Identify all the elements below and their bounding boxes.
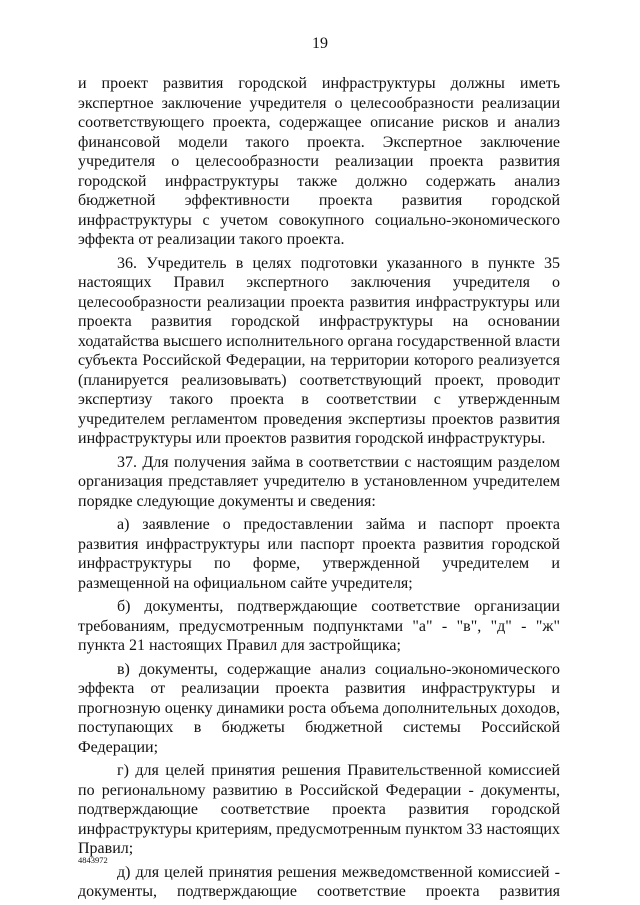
subparagraph-d: д) для целей принятия решения межведомственной комиссией - документы, подтверждающие соответствие проекта развития: [78, 863, 560, 900]
document-body: [78, 74, 560, 902]
paragraph-36: 36. Учредитель в целях подготовки указанного в пункте 35 настоящих Правил экспертного заключения учредителя о целесообразности реализации проекта развития инфраструктуры или проекта развития городской инфраструктуры на основании ходатайства высшего исполнительного органа государственной власти субъекта Российской Федерации, на территории которого реализуется (планируется реализовывать) соответствующий проект, проводит экспертизу такого проекта в соответствии с утвержденным учредителем регламентом проведения экспертизы проектов развития инфраструктуры или проектов развития городской инфраструктуры.: [78, 254, 560, 447]
subparagraph-g: г) для целей принятия решения Правительственной комиссией по региональному развитию в Российской Федерации - документы, подтверждающие соответствие проекта развития городской инфраструктуры критериям, предусмотренным пунктом 33 настоящих Правил;: [78, 762, 560, 857]
subparagraph-b: б) документы, подтверждающие соответствие организации требованиям, предусмотренным подпунктами "а" - "в", "д" - "ж" пункта 21 настоящих Правил для застройщика;: [78, 598, 560, 654]
paragraph-37: 37. Для получения займа в соответствии с настоящим разделом организация представляет учредителю в установленном учредителем порядке следующие документы и сведения:: [78, 453, 560, 510]
subparagraph-a: а) заявление о предоставлении займа и паспорт проекта развития инфраструктуры или паспорт проекта развития городской инфраструктуры по форме, утвержденной учредителем и размещенной на официальном сайте учредителя;: [78, 516, 560, 592]
page-number: 19: [312, 35, 328, 52]
paragraph-continuation: и проект развития городской инфраструктуры должны иметь экспертное заключение учредителя о целесообразности реализации соответствующего проекта, содержащее описание рисков и анализ финансовой модели такого проекта. Экспертное заключение учредителя о целесообразности реализации проекта развития городской инфраструктуры также должно содержать анализ бюджетной эффективности проекта развития городской инфраструктуры с учетом совокупного социально-экономического эффекта от реализации такого проекта.: [78, 75, 560, 248]
subparagraph-v: в) документы, содержащие анализ социально-экономического эффекта от реализации проекта развития инфраструктуры и прогнозную оценку динамики роста объема дополнительных доходов, поступающих в бюджеты бюджетной системы Российской Федерации;: [78, 660, 560, 756]
document-code: 4843972: [78, 855, 108, 865]
